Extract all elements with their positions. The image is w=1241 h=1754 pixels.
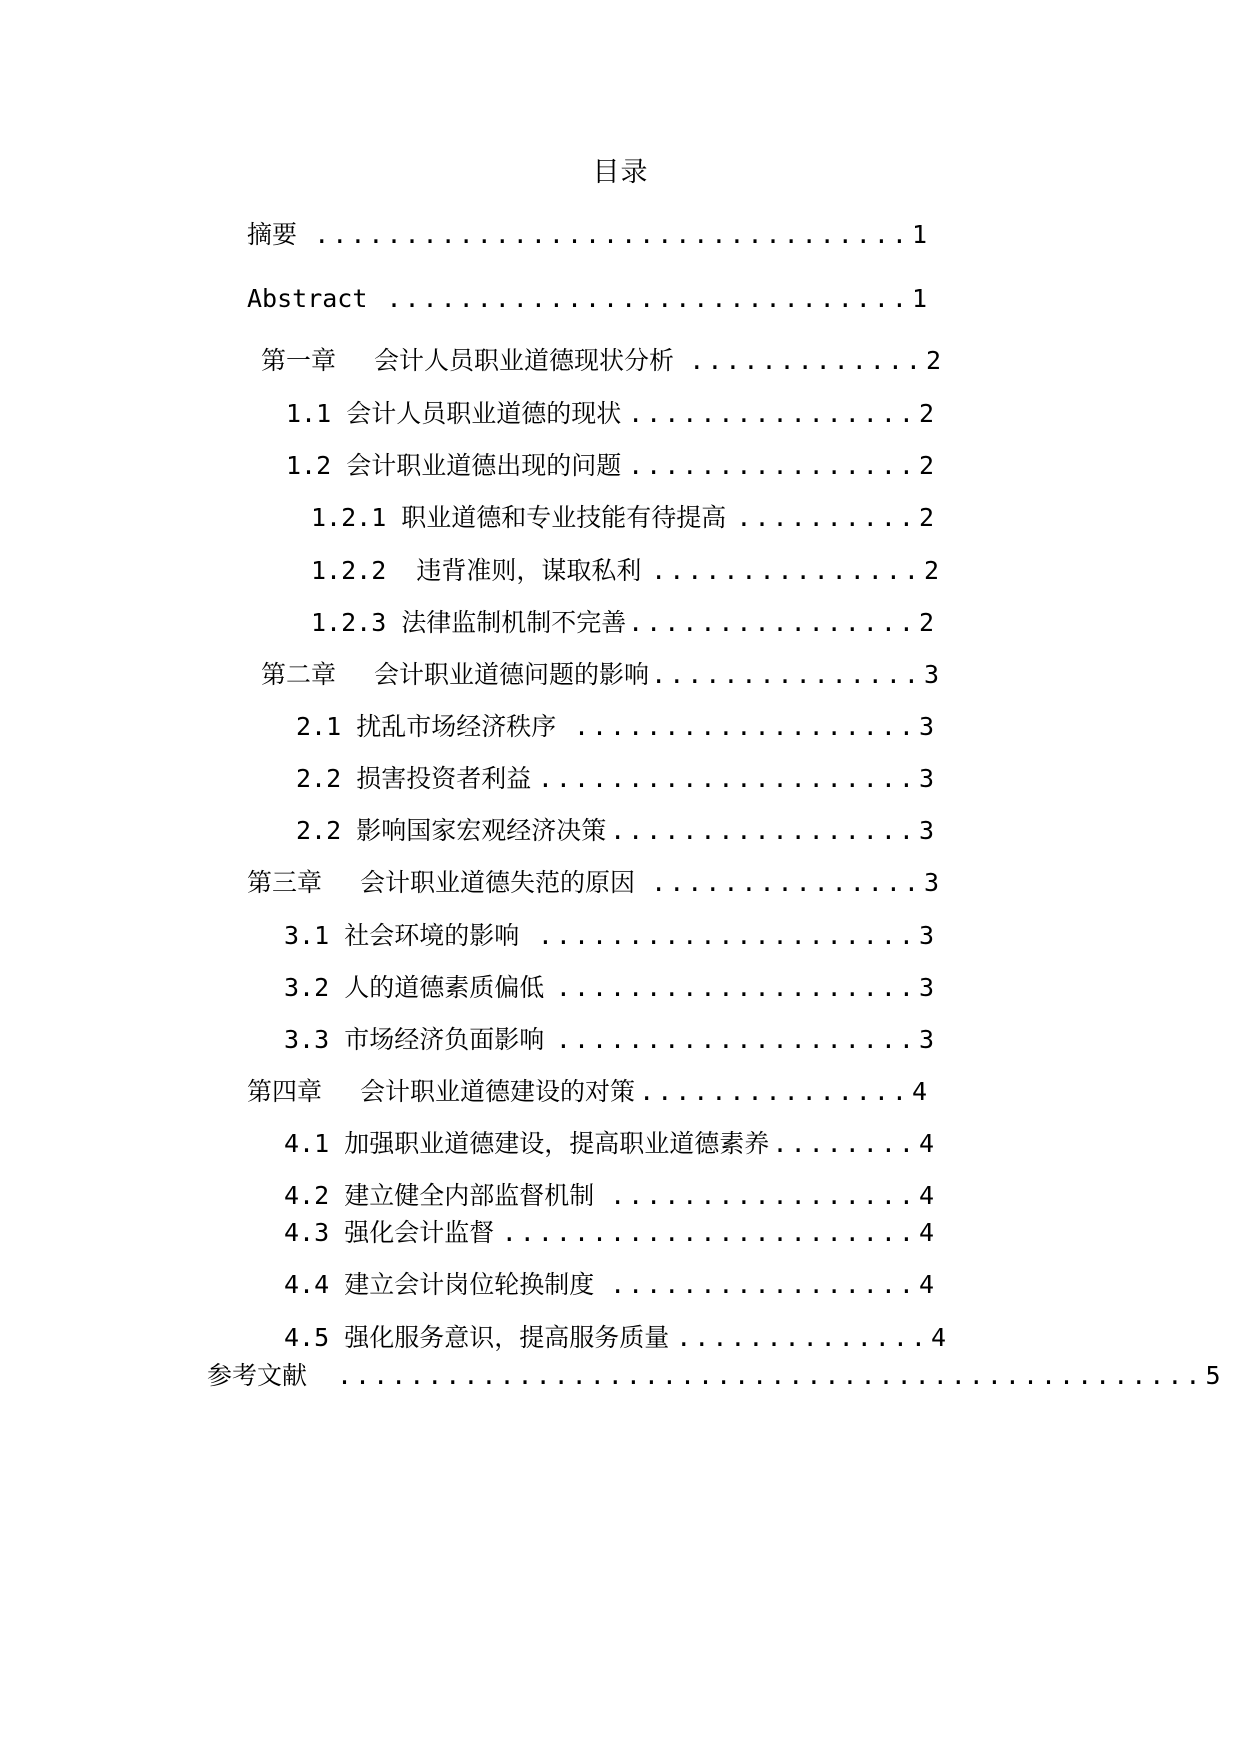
toc-page-number: 4 xyxy=(918,1181,934,1210)
toc-entry-label: 2.2 损害投资者利益 xyxy=(296,764,532,793)
toc-leader: ........ xyxy=(772,1129,917,1158)
toc-entry[interactable] xyxy=(284,1022,934,1058)
toc-leader: .............. xyxy=(676,1323,929,1352)
toc-page-number: 4 xyxy=(918,1270,934,1299)
toc-entry[interactable] xyxy=(296,813,934,849)
toc-leader: ................ xyxy=(628,608,917,637)
toc-entry[interactable] xyxy=(247,865,939,901)
toc-leader: .................... xyxy=(555,1025,917,1054)
toc-leader: ................... xyxy=(573,712,917,741)
toc-entry[interactable] xyxy=(296,761,934,797)
toc-entry[interactable] xyxy=(311,553,939,589)
toc-page-number: 2 xyxy=(918,451,934,480)
toc-page-number: 4 xyxy=(918,1218,934,1247)
toc-entry[interactable] xyxy=(284,1215,934,1251)
toc-entry[interactable] xyxy=(286,396,934,432)
toc-entry[interactable] xyxy=(284,918,934,954)
toc-chapter-number: 第一章 xyxy=(261,346,337,375)
toc-entry-label: 4.3 强化会计监督 xyxy=(284,1218,495,1247)
toc-entry[interactable] xyxy=(247,281,927,317)
toc-entry[interactable] xyxy=(247,217,927,253)
toc-leader: ..................... xyxy=(537,921,917,950)
toc-leader: ............................. xyxy=(386,284,910,313)
toc-page-number: 1 xyxy=(911,284,927,313)
toc-page-number: 1 xyxy=(911,220,927,249)
toc-leader: ............... xyxy=(651,868,922,897)
toc-leader: ..................... xyxy=(537,764,917,793)
toc-entry-label: 会计职业道德失范的原因 xyxy=(360,868,636,897)
toc-entry-label: 会计职业道德建设的对策 xyxy=(360,1077,636,1106)
toc-page-number: 3 xyxy=(923,660,939,689)
toc-leader: ............... xyxy=(651,556,922,585)
toc-leader: ............... xyxy=(651,660,922,689)
toc-chapter-number: 第三章 xyxy=(247,868,323,897)
toc-entry[interactable] xyxy=(261,343,941,379)
toc-chapter-number: 第二章 xyxy=(261,660,337,689)
toc-entry[interactable] xyxy=(311,605,934,641)
toc-entry[interactable] xyxy=(247,1074,927,1110)
toc-page-number: 2 xyxy=(918,503,934,532)
toc-entry-label: 1.2.3 法律监制机制不完善 xyxy=(311,608,627,637)
toc-page-number: 3 xyxy=(918,1025,934,1054)
toc-page-number: 4 xyxy=(930,1323,946,1352)
toc-page-number: 4 xyxy=(918,1129,934,1158)
toc-leader: ................. xyxy=(610,816,917,845)
toc-entry-label: 会计人员职业道德现状分析 xyxy=(374,346,675,375)
toc-leader: ................ xyxy=(628,399,917,428)
toc-leader: ................. xyxy=(610,1270,917,1299)
toc-page-number: 2 xyxy=(918,399,934,428)
toc-entry-label: 2.2 影响国家宏观经济决策 xyxy=(296,816,607,845)
toc-leader: ................. xyxy=(610,1181,917,1210)
toc-page-number: 3 xyxy=(923,868,939,897)
toc-page-number: 2 xyxy=(923,556,939,585)
toc-entry[interactable] xyxy=(261,657,939,693)
toc-entry-label: 4.1 加强职业道德建设，提高职业道德素养 xyxy=(284,1129,770,1158)
toc-leader: ............... xyxy=(639,1077,910,1106)
toc-entry[interactable] xyxy=(207,1358,1221,1394)
toc-page-number: 5 xyxy=(1205,1361,1221,1390)
toc-leader: ................................................ xyxy=(337,1361,1204,1390)
toc-entry[interactable] xyxy=(284,1178,934,1214)
toc-page-number: 4 xyxy=(911,1077,927,1106)
toc-entry-label: 4.5 强化服务意识，提高服务质量 xyxy=(284,1323,670,1352)
toc-entry[interactable] xyxy=(284,1267,934,1303)
toc-page-number: 3 xyxy=(918,816,934,845)
toc-entry-label: 4.4 建立会计岗位轮换制度 xyxy=(284,1270,595,1299)
toc-page-number: 3 xyxy=(918,973,934,1002)
toc-entry[interactable] xyxy=(284,970,934,1006)
toc-entry[interactable] xyxy=(296,709,934,745)
toc-entry-label: 3.2 人的道德素质偏低 xyxy=(284,973,545,1002)
toc-entry-label: 1.1 会计人员职业道德的现状 xyxy=(286,399,622,428)
toc-entry[interactable] xyxy=(284,1126,934,1162)
toc-page-number: 3 xyxy=(918,921,934,950)
toc-page-number: 2 xyxy=(918,608,934,637)
toc-leader: ....................... xyxy=(501,1218,917,1247)
toc-entry[interactable] xyxy=(286,448,934,484)
toc-page-number: 2 xyxy=(925,346,941,375)
toc-entry-label: Abstract xyxy=(247,284,368,313)
toc-leader: ................................. xyxy=(314,220,910,249)
toc-entry-label: 2.1 扰乱市场经济秩序 xyxy=(296,712,557,741)
toc-entry-label: 1.2.1 职业道德和专业技能有待提高 xyxy=(311,503,727,532)
toc-entry-label: 参考文献 xyxy=(207,1361,308,1390)
toc-chapter-number: 第四章 xyxy=(247,1077,323,1106)
toc-entry-label: 4.2 建立健全内部监督机制 xyxy=(284,1181,595,1210)
toc-page-number: 3 xyxy=(918,712,934,741)
toc-leader: ............. xyxy=(689,346,924,375)
toc-page-number: 3 xyxy=(918,764,934,793)
toc-entry-label: 1.2 会计职业道德出现的问题 xyxy=(286,451,622,480)
toc-leader: .......... xyxy=(736,503,917,532)
toc-entry-label: 摘要 xyxy=(247,220,298,249)
toc-entry-label: 3.3 市场经济负面影响 xyxy=(284,1025,545,1054)
toc-title: 目录 xyxy=(592,157,649,188)
toc-entry-label: 1.2.2 违背准则，谋取私利 xyxy=(311,556,642,585)
toc-leader: ................ xyxy=(628,451,917,480)
toc-leader: .................... xyxy=(555,973,917,1002)
toc-entry-label: 会计职业道德问题的影响 xyxy=(374,660,650,689)
toc-entry[interactable] xyxy=(311,500,934,536)
toc-entry-label: 3.1 社会环境的影响 xyxy=(284,921,520,950)
toc-entry[interactable] xyxy=(284,1320,946,1356)
